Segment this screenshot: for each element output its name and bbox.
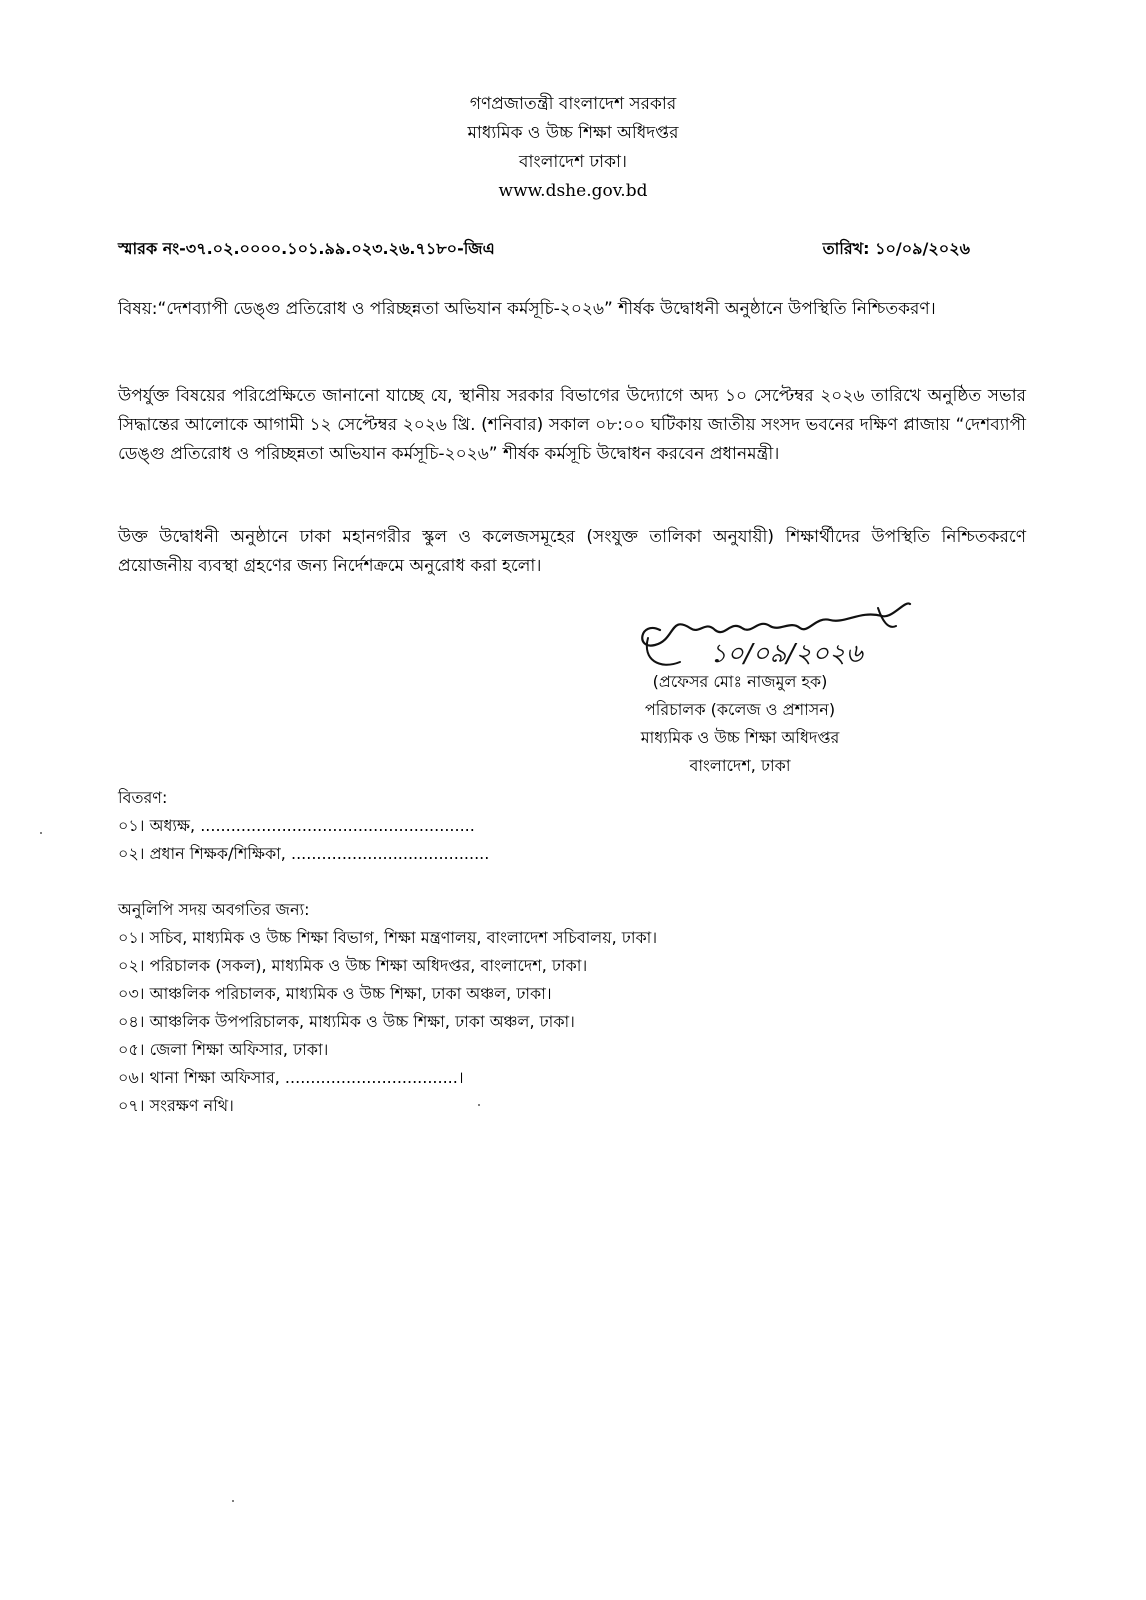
signatory-name: (প্রফেসর মোঃ নাজমুল হক) (652, 672, 828, 691)
list-item: ০৭। সংরক্ষণ নথি। (118, 1096, 234, 1115)
distribution-title: বিতরণ: (118, 788, 168, 807)
list-item: ০৩। আঞ্চলিক পরিচালক, মাধ্যমিক ও উচ্চ শিক্ষা, ঢাকা অঞ্চল, ঢাকা। (118, 984, 552, 1003)
copies-list (118, 896, 1018, 1120)
handwritten-date: ১০/০৯/২০২৬ (710, 639, 863, 669)
scan-speck (478, 1104, 480, 1106)
subject-label: বিষয়: (118, 299, 158, 319)
signatory-designation: পরিচালক (কলেজ ও প্রশাসন) (644, 700, 836, 719)
copies-title: অনুলিপি সদয় অবগতির জন্য: (118, 900, 310, 919)
letterhead (0, 90, 1146, 206)
list-item: ০২। প্রধান শিক্ষক/শিক্ষিকা, ....................................... (118, 844, 490, 863)
signatory-location: বাংলাদেশ, ঢাকা (689, 756, 791, 775)
scan-speck (40, 832, 42, 834)
memo-row (118, 236, 970, 263)
subject-text: “দেশব্যাপী ডেঙ্গু প্রতিরোধ ও পরিচ্ছন্নতা অভিযান কর্মসূচি-২০২৬” শীর্ষক উদ্বোধনী অনুষ্ঠানে উপস্থিতি নিশ্চিতকরণ। (157, 299, 936, 319)
government-name: গণপ্রজাতন্ত্রী বাংলাদেশ সরকার (469, 94, 677, 114)
body-paragraph-2: উক্ত উদ্বোধনী অনুষ্ঠানে ঢাকা মহানগরীর স্কুল ও কলেজসমূহের (সংযুক্ত তালিকা অনুযায়ী) শিক্ষার্থীদের উপস্থিতি নিশ্চিতকরণে প্রয়োজনীয় ব্যবস্থা গ্রহণের জন্য নির্দেশক্রমে অনুরোধ করা হলো। (118, 527, 1026, 576)
signature-block (590, 668, 890, 780)
body-paragraph-1: উপর্যুক্ত বিষয়ের পরিপ্রেক্ষিতে জানানো যাচ্ছে যে, স্থানীয় সরকার বিভাগের উদ্যোগে অদ্য ১০ সেপ্টেম্বর ২০২৬ তারিখে অনুষ্ঠিত সভার সিদ্ধান্তের আলোকে আগামী ১২ সেপ্টেম্বর ২০২৬ খ্রি. (শনিবার) সকাল ০৮:০০ ঘটিকায় জাতীয় সংসদ ভবনের দক্ষিণ প্লাজায় “দেশব্যাপী ডেঙ্গু প্রতিরোধ ও পরিচ্ছন্নতা অভিযান কর্মসূচি-২০২৬” শীর্ষক কর্মসূচি উদ্বোধন করবেন প্রধানমন্ত্রী। (118, 386, 1026, 464)
directorate-name: মাধ্যমিক ও উচ্চ শিক্ষা অধিদপ্তর (467, 123, 679, 143)
memo-number: স্মারক নং-৩৭.০২.০০০০.১০১.৯৯.০২৩.২৬.৭১৮০-জিএ (118, 239, 495, 258)
list-item: ০৬। থানা শিক্ষা অফিসার, ..................................। (118, 1068, 464, 1087)
header-location: বাংলাদেশ ঢাকা। (519, 152, 627, 172)
list-item: ০১। অধ্যক্ষ, ...................................................... (118, 816, 475, 835)
list-item: ০৫। জেলা শিক্ষা অফিসার, ঢাকা। (118, 1040, 329, 1059)
list-item: ০৪। আঞ্চলিক উপপরিচালক, মাধ্যমিক ও উচ্চ শিক্ষা, ঢাকা অঞ্চল, ঢাকা। (118, 1012, 575, 1031)
list-item: ০২। পরিচালক (সকল), মাধ্যমিক ও উচ্চ শিক্ষা অধিদপ্তর, বাংলাদেশ, ঢাকা। (118, 956, 588, 975)
distribution-list (118, 784, 1018, 868)
list-item: ০১। সচিব, মাধ্যমিক ও উচ্চ শিক্ষা বিভাগ, শিক্ষা মন্ত্রণালয়, বাংলাদেশ সচিবালয়, ঢাকা। (118, 928, 658, 947)
scan-speck (232, 1500, 234, 1502)
signatory-office: মাধ্যমিক ও উচ্চ শিক্ষা অধিদপ্তর (640, 728, 840, 747)
memo-date: তারিখ: ১০/০৯/২০২৬ (822, 239, 970, 258)
website-url: www.dshe.gov.bd (498, 181, 648, 201)
subject-line (118, 295, 1026, 324)
